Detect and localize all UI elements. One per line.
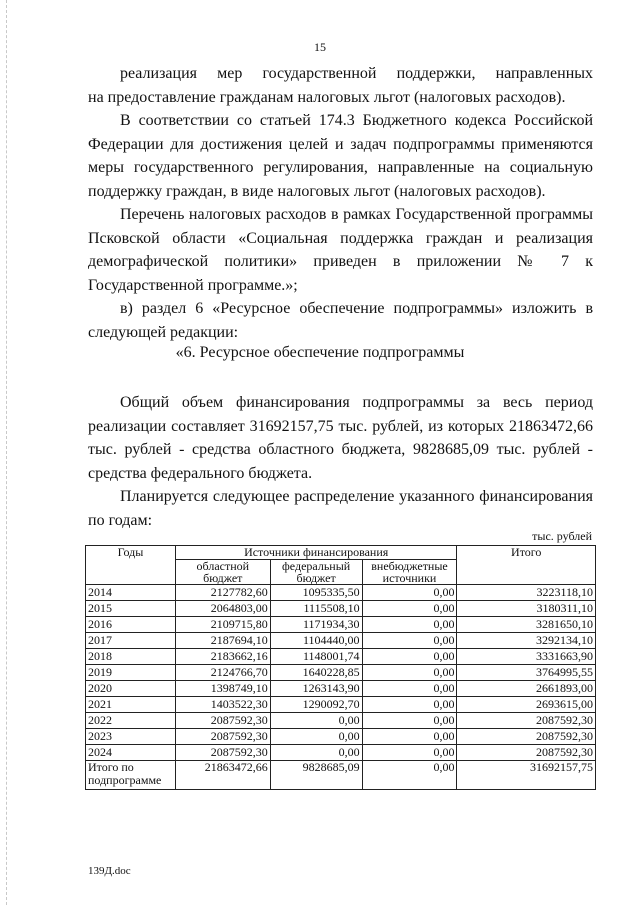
table-row xyxy=(86,713,596,729)
header-sources: Источники финансирования xyxy=(175,546,457,560)
value-cell: 1290092,70 xyxy=(270,697,362,713)
table-row xyxy=(86,745,596,761)
value-cell: 0,00 xyxy=(362,601,457,617)
value-cell: 0,00 xyxy=(362,729,457,745)
paragraph-1-line-1: реализация мер государственной поддержки, направленных xyxy=(120,65,593,82)
paragraph-2: В соответствии со статьей 174.3 Бюджетного кодекса Российской Федерации для достижения целей и задач подпрограммы применяются меры государственного регулирования, направленные на социальную поддержку граждан, в виде налоговых льгот (налоговых расходов). xyxy=(88,112,593,200)
paragraph-3: Перечень налоговых расходов в рамках Государственной программы Псковской области «Социальная поддержка граждан и реализация демографической политики» приведен в приложении № 7 к Государственной программе.»; xyxy=(88,206,593,294)
value-cell: 3331663,90 xyxy=(457,649,596,665)
value-cell: 0,00 xyxy=(270,713,362,729)
value-cell: 1115508,10 xyxy=(270,601,362,617)
table-row xyxy=(86,649,596,665)
value-cell: 0,00 xyxy=(270,745,362,761)
table-row xyxy=(86,633,596,649)
year-cell: 2014 xyxy=(86,585,176,601)
value-cell: 2187694,10 xyxy=(175,633,270,649)
year-cell: 2024 xyxy=(86,745,176,761)
value-cell: 0,00 xyxy=(362,681,457,697)
total-label-cell: Итого по подпрограмме xyxy=(86,761,176,790)
value-cell: 0,00 xyxy=(362,745,457,761)
value-cell: 2087592,30 xyxy=(175,745,270,761)
value-cell: 0,00 xyxy=(362,585,457,601)
year-cell: 2023 xyxy=(86,729,176,745)
footer-filename: 139Д.doc xyxy=(88,865,131,877)
paragraph-5: Общий объем финансирования подпрограммы за весь период реализации составляет 31692157,75 тыс. рублей, из которых 21863472,66 тыс. рублей - средства областного бюджета, 9828685,09 тыс. рублей - средства федерального бюджета. xyxy=(88,394,593,482)
table-total-row xyxy=(86,761,596,790)
year-cell: 2018 xyxy=(86,649,176,665)
value-cell: 1398749,10 xyxy=(175,681,270,697)
value-cell: 2087592,30 xyxy=(457,729,596,745)
value-cell: 2127782,60 xyxy=(175,585,270,601)
year-cell: 2015 xyxy=(86,601,176,617)
value-cell: 2124766,70 xyxy=(175,665,270,681)
value-cell: 2064803,00 xyxy=(175,601,270,617)
table-row xyxy=(86,617,596,633)
value-cell: 1403522,30 xyxy=(175,697,270,713)
value-cell: 21863472,66 xyxy=(175,761,270,790)
table-row xyxy=(86,729,596,745)
year-cell: 2019 xyxy=(86,665,176,681)
header-years: Годы xyxy=(86,546,176,585)
funding-table xyxy=(85,545,596,790)
page-edge-line xyxy=(6,0,7,905)
table-row xyxy=(86,601,596,617)
value-cell: 3764995,55 xyxy=(457,665,596,681)
paragraph-4: в) раздел 6 «Ресурсное обеспечение подпрограммы» изложить в следующей редакции: xyxy=(88,300,593,341)
year-cell: 2017 xyxy=(86,633,176,649)
year-cell: 2021 xyxy=(86,697,176,713)
value-cell: 2087592,30 xyxy=(457,713,596,729)
value-cell: 2183662,16 xyxy=(175,649,270,665)
table-row xyxy=(86,697,596,713)
value-cell: 2661893,00 xyxy=(457,681,596,697)
paragraph-6: Планируется следующее распределение указанного финансирования по годам: xyxy=(88,488,593,529)
value-cell: 31692157,75 xyxy=(457,761,596,790)
value-cell: 0,00 xyxy=(362,633,457,649)
value-cell: 1095335,50 xyxy=(270,585,362,601)
section-subtitle: «6. Ресурсное обеспечение подпрограммы xyxy=(175,344,465,361)
value-cell: 0,00 xyxy=(362,713,457,729)
year-cell: 2022 xyxy=(86,713,176,729)
value-cell: 0,00 xyxy=(362,761,457,790)
page-number: 15 xyxy=(314,40,326,54)
value-cell: 2109715,80 xyxy=(175,617,270,633)
value-cell: 0,00 xyxy=(362,665,457,681)
value-cell: 1148001,74 xyxy=(270,649,362,665)
value-cell: 0,00 xyxy=(362,697,457,713)
value-cell: 3223118,10 xyxy=(457,585,596,601)
header-regional: областной бюджет xyxy=(175,560,270,585)
table-row xyxy=(86,585,596,601)
value-cell: 1171934,30 xyxy=(270,617,362,633)
value-cell: 2087592,30 xyxy=(457,745,596,761)
table-row xyxy=(86,681,596,697)
header-total: Итого xyxy=(457,546,596,585)
table-body xyxy=(86,585,596,790)
year-cell: 2020 xyxy=(86,681,176,697)
value-cell: 3292134,10 xyxy=(457,633,596,649)
header-extra: внебюджетные источники xyxy=(362,560,457,585)
value-cell: 9828685,09 xyxy=(270,761,362,790)
paragraph-1-line-2: на предоставление гражданам налоговых льгот (налоговых расходов). xyxy=(88,89,566,106)
value-cell: 0,00 xyxy=(362,617,457,633)
value-cell: 0,00 xyxy=(362,649,457,665)
header-federal: федеральный бюджет xyxy=(270,560,362,585)
value-cell: 2087592,30 xyxy=(175,729,270,745)
value-cell: 3281650,10 xyxy=(457,617,596,633)
value-cell: 1640228,85 xyxy=(270,665,362,681)
table-row xyxy=(86,665,596,681)
year-cell: 2016 xyxy=(86,617,176,633)
value-cell: 3180311,10 xyxy=(457,601,596,617)
value-cell: 0,00 xyxy=(270,729,362,745)
value-cell: 1104440,00 xyxy=(270,633,362,649)
value-cell: 2087592,30 xyxy=(175,713,270,729)
table-units: тыс. рублей xyxy=(532,529,592,543)
value-cell: 2693615,00 xyxy=(457,697,596,713)
value-cell: 1263143,90 xyxy=(270,681,362,697)
